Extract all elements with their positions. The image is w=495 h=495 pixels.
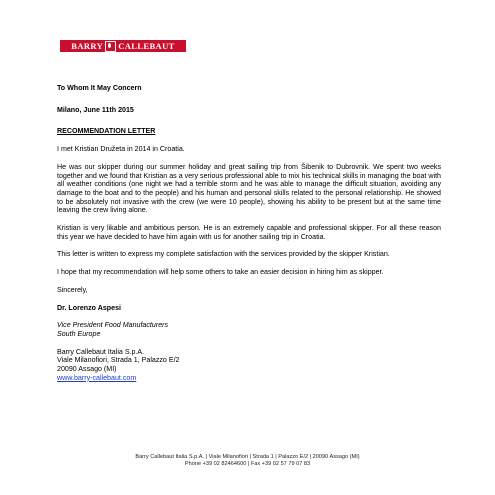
footer-contacts: Phone +39 02 82464600 | Fax +39 02 57 79 07 83 [184, 461, 311, 467]
paragraph-3: Kristian is very likable and ambitious person. He is an extremely capable and professional skipper. For all these reason this year we have decided to have him again with us for another sailing trip in Croatia. [57, 224, 441, 241]
cocoa-bean-icon [105, 41, 116, 52]
paragraph-2: He was our skipper during our summer holiday and great sailing trip from Šibenik to Dubrovnik. We spent two weeks together and we found that Kristian as a very serious professional able to mix his technical skills in managing the boat with all weather conditions (one night we had a terrible storm and he was able to manage the difficult situation, avoiding any damage to the boat and to the people) and his human and personal skills related to the personal relationship. He showed to be absolutely not invasive with the crew (we were 10 people), showing his ability to be present but at the same time leaving the crew living alone. [57, 162, 441, 215]
website-link[interactable]: www.barry-callebaut.com [57, 373, 137, 382]
logo-text-left: BARRY [71, 41, 104, 51]
paragraph-1: I met Kristian Družeta in 2014 in Croatia. [57, 145, 185, 154]
footer-address: Barry Callebaut Italia S.p.A. | Viale Milanofiori | Strada 1 | Palazzo E/2 | 20090 Assago (MI) [135, 454, 360, 460]
paragraph-4: This letter is written to express my complete satisfaction with the services provided by the skipper Kristian. [57, 250, 390, 259]
paragraph-5: I hope that my recommendation will help some others to take an easier decision in hiring him as skipper. [57, 268, 384, 277]
closing: Sincerely, [57, 285, 88, 294]
company-logo [60, 40, 186, 52]
logo-text-right: CALLEBAUT [118, 41, 175, 51]
signer-region: South Europe [57, 329, 101, 338]
letter-heading: RECOMMENDATION LETTER [57, 127, 156, 136]
company-name: Barry Callebaut Italia S.p.A. [57, 347, 145, 356]
letter-date: Milano, June 11th 2015 [57, 105, 134, 114]
letter-body [57, 84, 441, 382]
address-line-2: 20090 Assago (MI) [57, 365, 117, 374]
signer-name: Dr. Lorenzo Aspesi [57, 303, 121, 312]
page-footer [0, 454, 495, 468]
signer-title: Vice President Food Manufacturers [57, 321, 169, 330]
salutation: To Whom It May Concern [57, 84, 142, 92]
address-line-1: Viale Milanofiori, Strada 1, Palazzo E/2 [57, 356, 180, 365]
